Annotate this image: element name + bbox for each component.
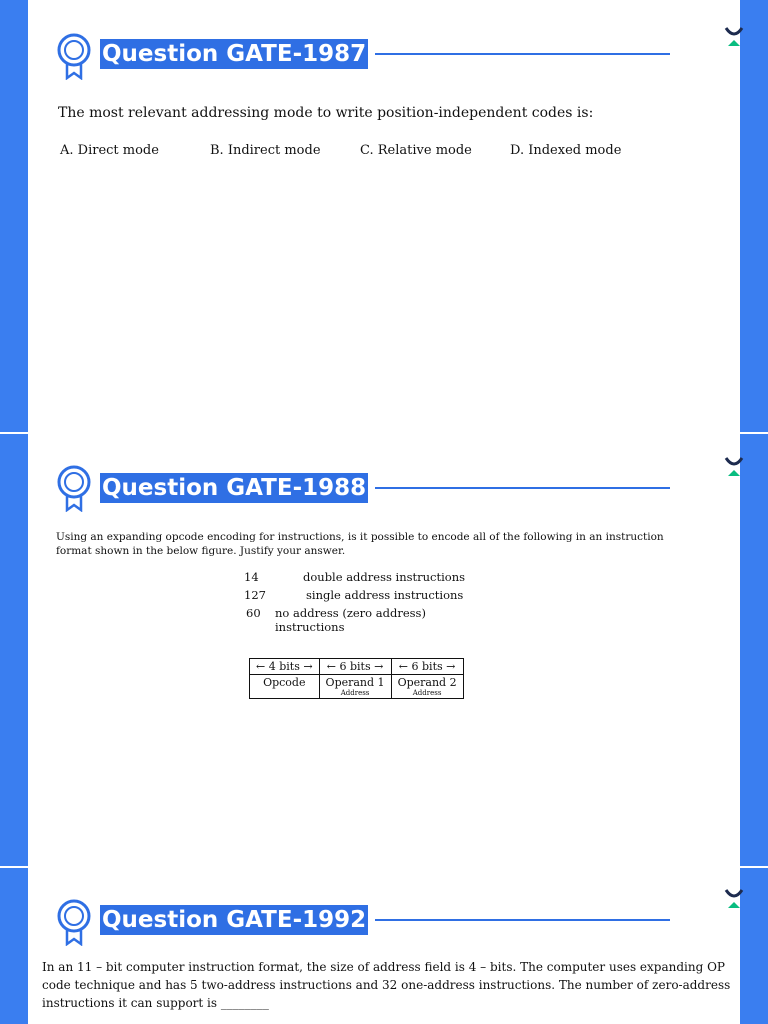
field-label: Operand 2: [397, 676, 457, 689]
title-wrap: [100, 39, 670, 69]
brand-logo-icon: [724, 456, 744, 478]
award-badge-icon: [52, 898, 96, 946]
award-badge-icon: [52, 32, 96, 80]
instruction-format-table: [249, 658, 464, 699]
field-label: Operand 1: [325, 676, 385, 689]
right-accent-bar: [740, 868, 768, 1024]
count-desc: single address instructions: [306, 588, 464, 602]
question-line-1: Using an expanding opcode encoding for instructions, is it possible to encode all of the following in an instruction: [56, 531, 664, 543]
award-badge-icon: [52, 464, 96, 512]
bit-width-cell: ← 4 bits →: [250, 659, 320, 675]
option-d[interactable]: D. Indexed mode: [510, 143, 622, 158]
option-a[interactable]: A. Direct mode: [60, 143, 159, 158]
count-desc: double address instructions: [303, 570, 466, 584]
option-b[interactable]: B. Indirect mode: [210, 143, 321, 158]
slide-title: Question GATE-1992: [102, 907, 367, 933]
count-value: 60: [246, 606, 261, 620]
field-row: [250, 675, 464, 699]
slide-gate-1988: [0, 434, 768, 866]
left-accent-bar: [0, 0, 28, 432]
left-accent-bar: [0, 868, 28, 1024]
field-sublabel: Address: [412, 689, 442, 697]
title-wrap: [100, 905, 670, 935]
count-desc: no address (zero address) instructions: [275, 606, 426, 634]
slide-gate-1987: [0, 0, 768, 432]
bit-width-cell: ← 6 bits →: [319, 659, 391, 675]
field-cell: [319, 675, 391, 699]
slide-title: Question GATE-1988: [102, 475, 367, 501]
count-value: 14: [244, 570, 259, 584]
instruction-counts: [236, 570, 496, 634]
field-label: Opcode: [263, 676, 306, 689]
question-line-3: instructions it can support is ________: [42, 996, 269, 1010]
field-cell: [391, 675, 463, 699]
field-sublabel: Address: [340, 689, 370, 697]
count-row: [236, 606, 496, 634]
title-wrap: [100, 473, 670, 503]
title-underline: [375, 919, 670, 921]
question-line-2: format shown in the below figure. Justify your answer.: [56, 545, 346, 557]
right-accent-bar: [740, 0, 768, 432]
count-row: [236, 570, 496, 588]
question-text: The most relevant addressing mode to write position-independent codes is:: [58, 105, 594, 121]
slide-gate-1992: [0, 868, 768, 1024]
question-line-2: code technique and has 5 two-address instructions and 32 one-address instructions. The number of zero-address: [42, 978, 731, 992]
title-underline: [375, 53, 670, 55]
title-underline: [375, 487, 670, 489]
slide-title: Question GATE-1987: [102, 41, 367, 67]
field-cell: [250, 675, 320, 699]
right-accent-bar: [740, 434, 768, 866]
option-c[interactable]: C. Relative mode: [360, 143, 472, 158]
bit-width-row: [250, 659, 464, 675]
bit-width-cell: ← 6 bits →: [391, 659, 463, 675]
brand-logo-icon: [724, 888, 744, 910]
count-row: [236, 588, 496, 606]
question-line-1: In an 11 – bit computer instruction format, the size of address field is 4 – bits. The computer uses expanding OP: [42, 960, 726, 974]
left-accent-bar: [0, 434, 28, 866]
count-value: 127: [244, 588, 266, 602]
brand-logo-icon: [724, 26, 744, 48]
